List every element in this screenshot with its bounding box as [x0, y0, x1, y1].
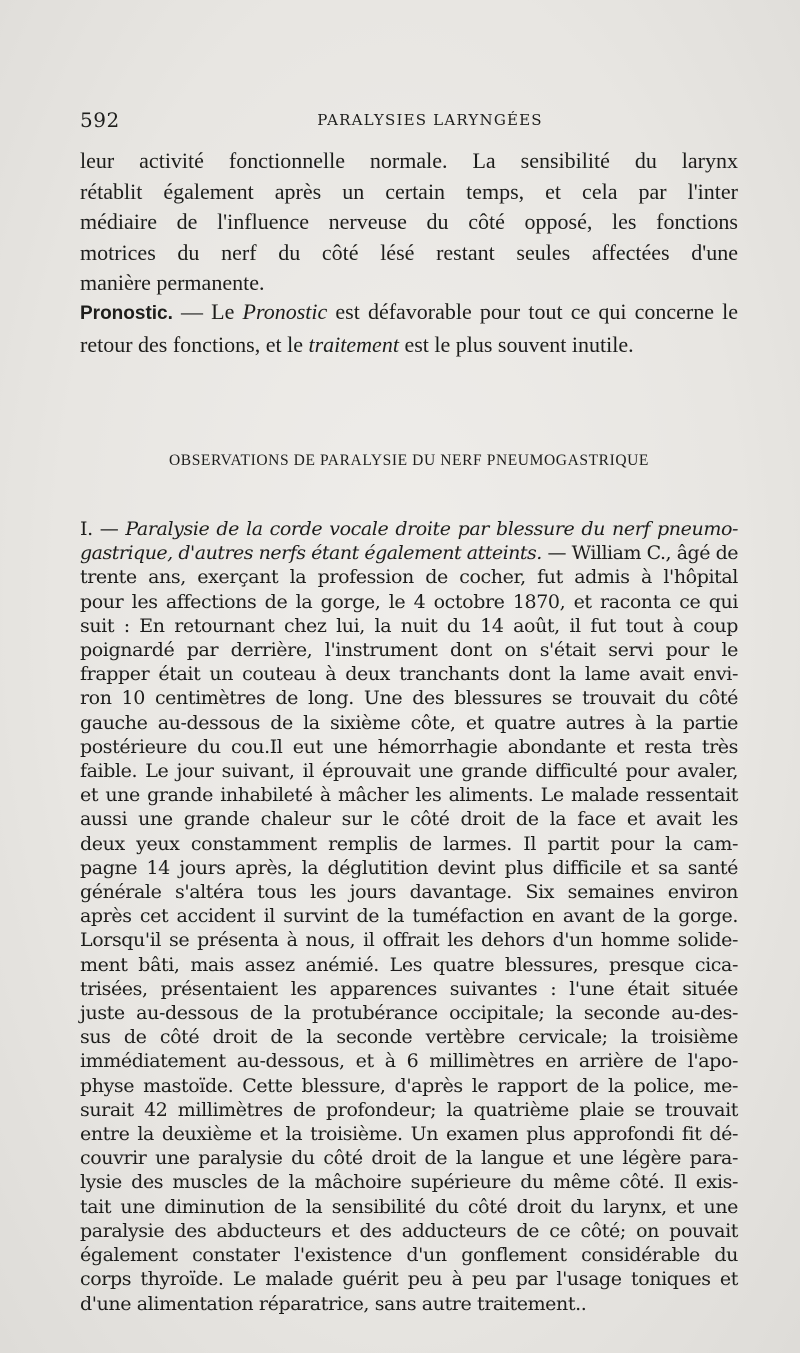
text-line: médiaire de l'influence nerveuse du côté opposé, les fonctions	[80, 209, 738, 235]
text-line: trisées, présentaient les apparences suivantes : l'une était située	[80, 977, 738, 1000]
text-line: couvrir une paralysie du côté droit de la langue et une légère para-	[80, 1147, 738, 1170]
running-header	[80, 108, 740, 132]
observation-title: Paralysie de la corde vocale droite par blessure du nerf pneumo-	[125, 518, 739, 540]
text-line: postérieure du cou.Il eut une hémorrhagie abondante et resta très	[80, 735, 738, 758]
text-line: également constater l'existence d'un gonflement considérable du	[80, 1244, 738, 1267]
text-line: suit : En retournant chez lui, la nuit du 14 août, il fut tout à coup	[80, 614, 738, 637]
text-line: manière permanente.	[80, 270, 265, 296]
text-line: poignardé par derrière, l'instrument dont on s'était servi pour le	[80, 639, 738, 662]
text-line: Lorsqu'il se présenta à nous, il offrait les dehors d'un homme solide-	[80, 929, 738, 952]
text-line: deux yeux constamment remplis de larmes. Il partit pour la cam-	[80, 832, 738, 855]
section-heading: OBSERVATIONS DE PARALYSIE DU NERF PNEUMOGASTRIQUE	[168, 452, 650, 469]
text-line: motrices du nerf du côté lésé restant seules affectées d'une	[80, 239, 738, 265]
text-line: lysie des muscles de la mâchoire supérieure du même côté. Il exis-	[80, 1171, 738, 1194]
text-line: rétablit également après un certain temps, et cela par l'inter	[80, 178, 738, 204]
observation-title-line	[80, 517, 738, 541]
observation-lead: — William C., âgé de	[541, 542, 738, 565]
prognosis-text-end: est le plus souvent inutile.	[398, 331, 634, 357]
observation-paragraph	[80, 517, 738, 1316]
text-line: surait 42 millimètres de profondeur; la quatrième plaie se trouvait	[80, 1098, 738, 1121]
text-line: ron 10 centimètres de long. Une des blessures se trouvait du côté	[80, 687, 738, 710]
prognosis-label: Pronostic.	[80, 303, 173, 324]
prognosis-text: est défavorable pour tout ce qui concerne le retour des fonctions, et le	[80, 299, 739, 357]
text-line: ment bâti, mais assez anémié. Les quatre blessures, presque cica-	[80, 953, 738, 976]
observation-title-line	[80, 541, 738, 565]
text-line: juste au-dessous de la protubérance occipitale; la seconde au-des-	[80, 1002, 738, 1025]
paragraph-continuation	[80, 146, 738, 299]
text-line: pagne 14 jours après, la déglutition devint plus difficile et sa santé	[80, 856, 738, 879]
text-line: et une grande inhabileté à mâcher les aliments. Le malade ressentait	[80, 784, 738, 807]
text-line: paralysie des abducteurs et des adducteurs de ce côté; on pouvait	[80, 1219, 738, 1242]
text-line: d'une alimentation réparatrice, sans autre traitement..	[80, 1292, 587, 1315]
text-line: gauche au-dessous de la sixième côte, et quatre autres à la partie	[80, 711, 738, 734]
text-line: corps thyroïde. Le malade guérit peu à peu par l'usage toniques et	[80, 1268, 738, 1291]
text-line: aussi une grande chaleur sur le côté droit de la face et avait les	[80, 808, 738, 831]
text-line: pour les affections de la gorge, le 4 octobre 1870, et raconta ce qui	[80, 590, 738, 613]
prognosis-dash: — Le	[172, 299, 243, 324]
text-line: physe mastoïde. Cette blessure, d'après le rapport de la police, me-	[80, 1074, 738, 1097]
text-line: entre la deuxième et la troisième. Un examen plus approfondi fit dé-	[80, 1123, 738, 1146]
text-line: immédiatement au-dessous, et à 6 millimètres en arrière de l'apo-	[80, 1050, 738, 1073]
text-line: après cet accident il survint de la tuméfaction en avant de la gorge.	[80, 905, 738, 928]
text-line: générale s'altéra tous les jours davantage. Six semaines environ	[80, 881, 738, 904]
prognosis-term: Pronostic	[242, 299, 328, 324]
text-line: frapper était un couteau à deux tranchants dont la lame avait envi-	[80, 663, 738, 686]
observation-number: I. —	[80, 518, 126, 540]
treatment-term: traitement	[308, 331, 399, 357]
text-line: leur activité fonctionnelle normale. La sensibilité du larynx	[80, 148, 738, 173]
prognosis-paragraph	[80, 297, 738, 360]
observation-title-cont: gastrique, d'autres nerfs étant également atteints.	[80, 542, 542, 565]
page-number: 592	[80, 108, 120, 132]
text-line: sus de côté droit de la seconde vertèbre cervicale; la troisième	[80, 1026, 738, 1049]
text-line: faible. Le jour suivant, il éprouvait une grande difficulté pour avaler,	[80, 760, 738, 783]
running-title: PARALYSIES LARYNGÉES	[317, 111, 543, 129]
text-line: trente ans, exerçant la profession de cocher, fut admis à l'hôpital	[80, 566, 738, 589]
text-line: tait une diminution de la sensibilité du côté droit du larynx, et une	[80, 1195, 738, 1218]
